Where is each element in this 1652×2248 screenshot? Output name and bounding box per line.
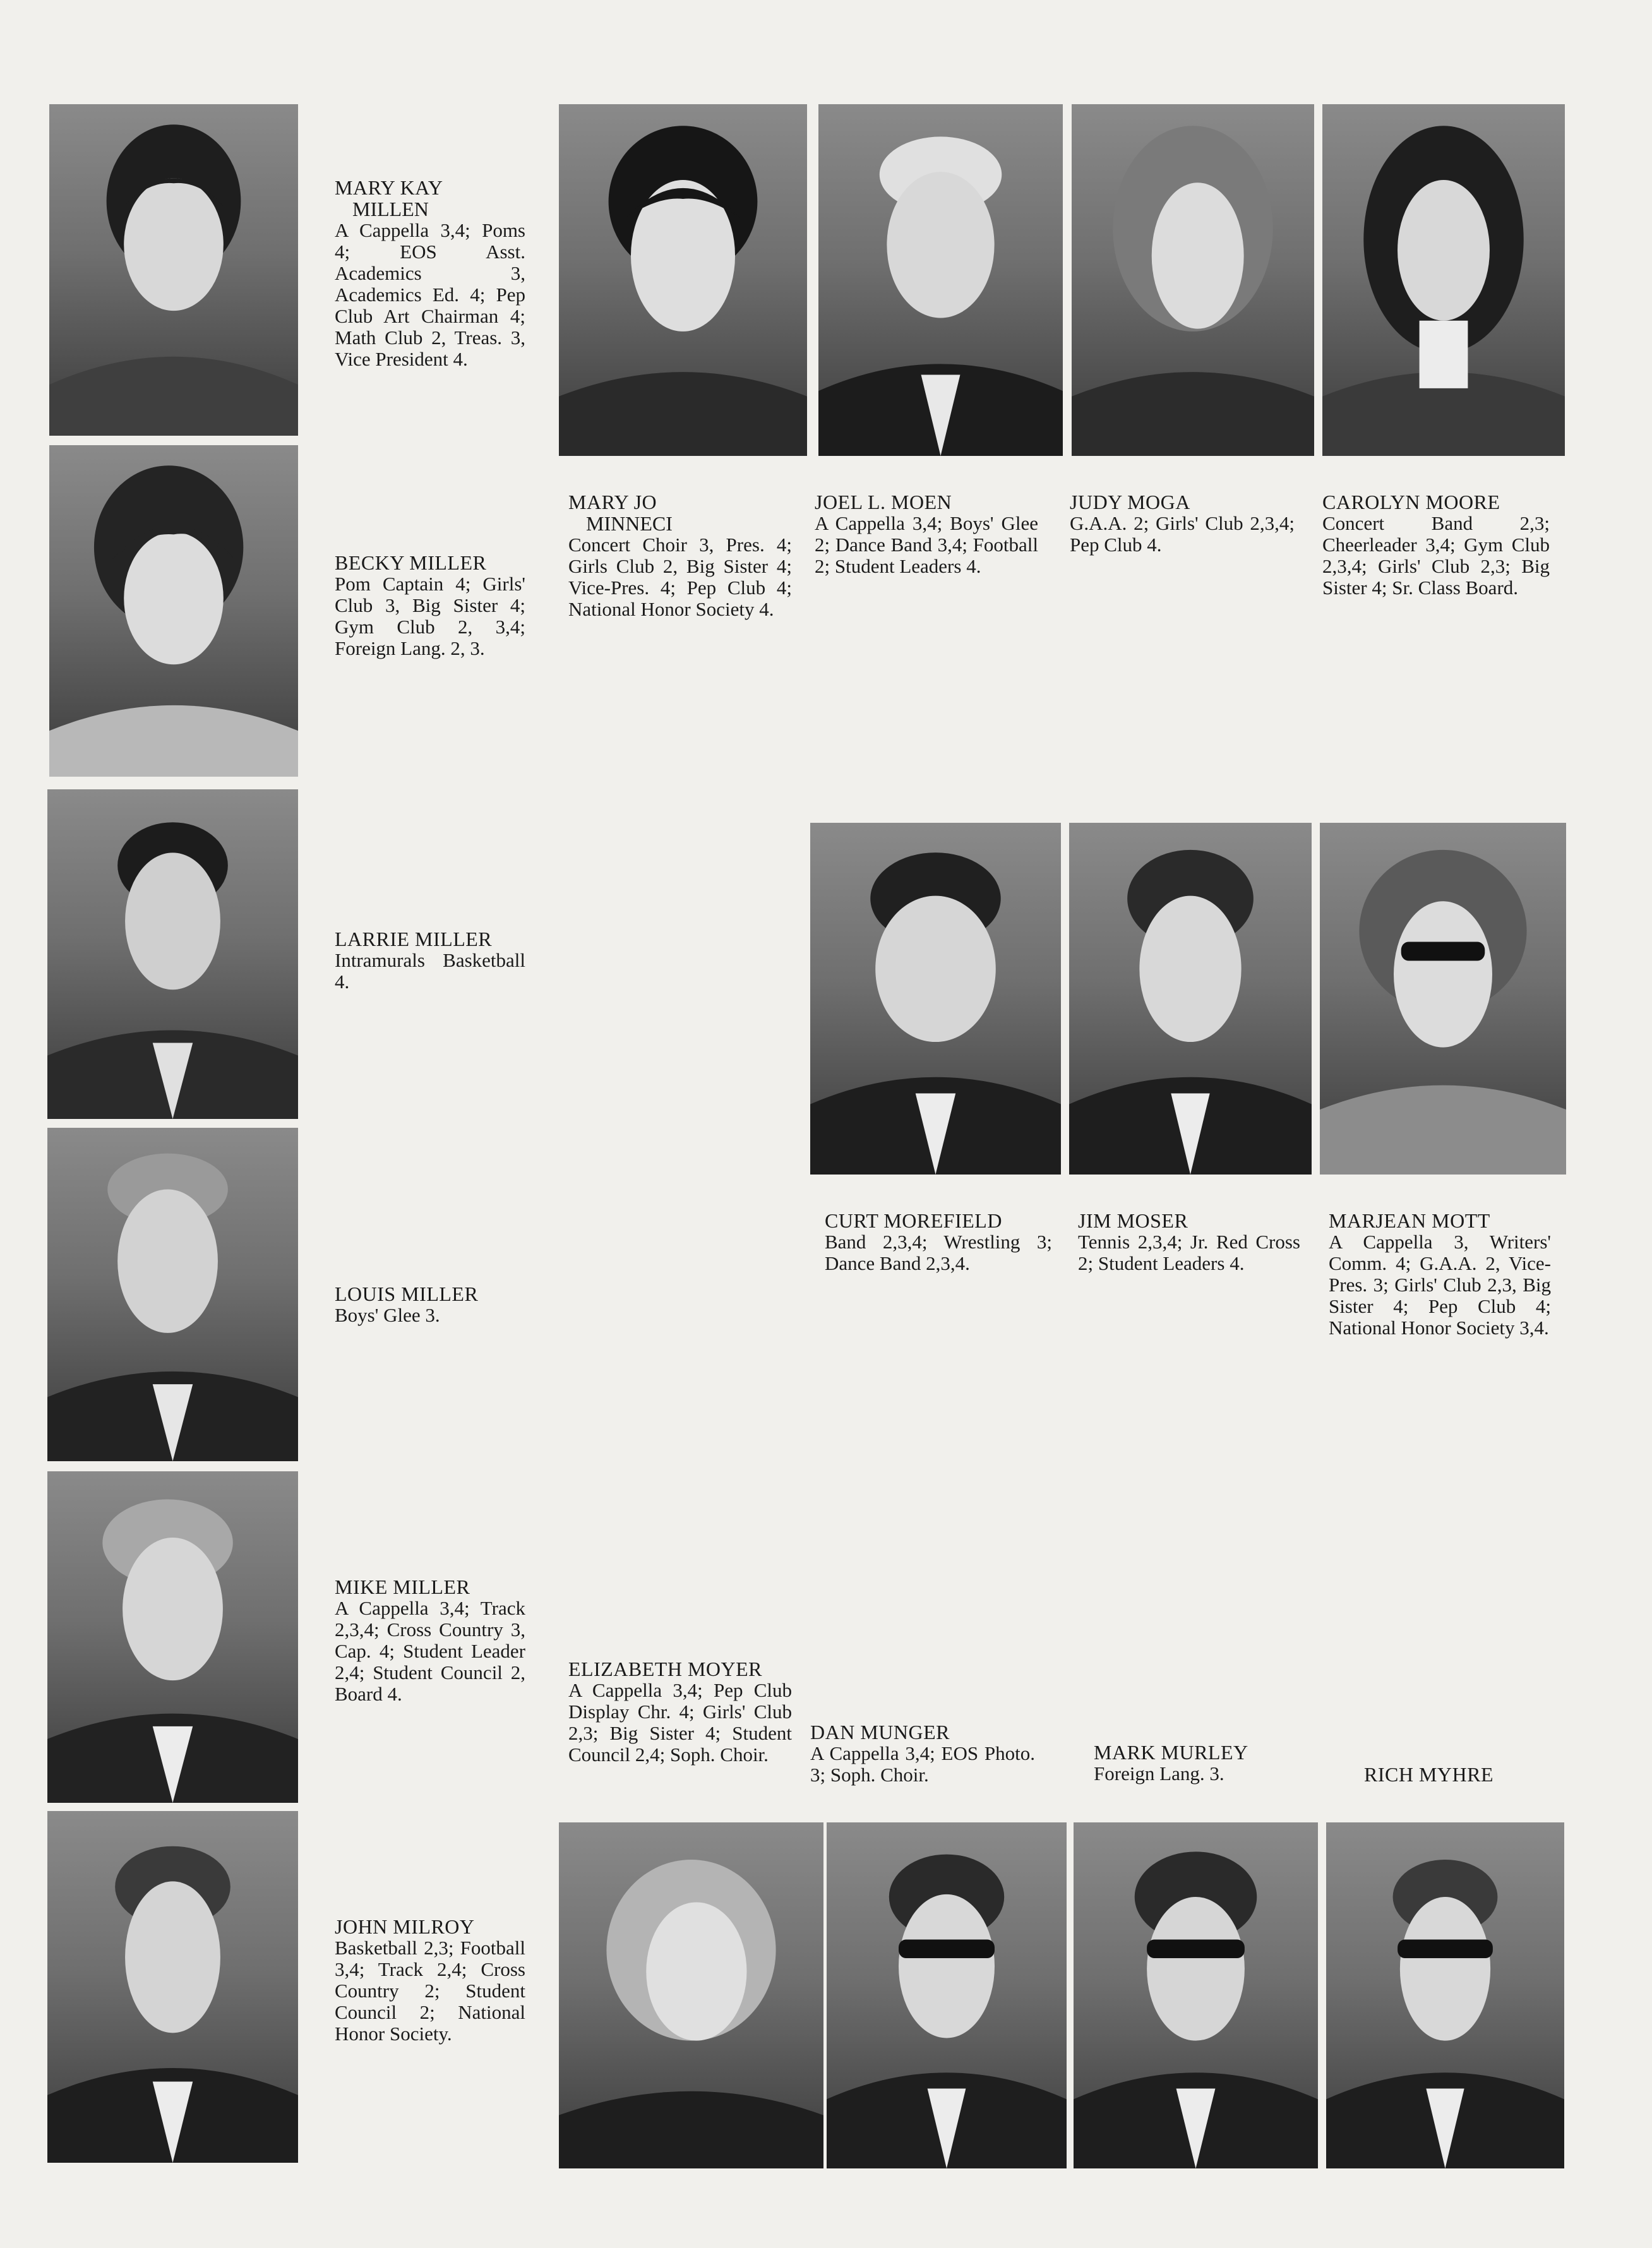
student-name: CAROLYN MOORE — [1322, 491, 1500, 513]
portrait-photo-mike-miller — [47, 1471, 298, 1803]
student-activities: Foreign Lang. 3. — [1094, 1762, 1224, 1785]
student-name: MARK MURLEY — [1094, 1741, 1248, 1764]
student-caption-joel-moen — [815, 491, 1038, 577]
student-activities: G.A.A. 2; Girls' Club 2,3,4; Pep Club 4. — [1070, 512, 1295, 556]
portrait-photo-rich-myhre — [1326, 1822, 1564, 2168]
student-name: CURT MOREFIELD — [825, 1209, 1002, 1232]
student-name-line2: MILLEN — [352, 198, 429, 220]
student-caption-marjean-mott — [1329, 1210, 1551, 1339]
student-activities: A Cappella 3,4; EOS Photo. 3; Soph. Choir. — [810, 1742, 1035, 1786]
student-caption-louis-miller — [335, 1283, 525, 1326]
student-name: JUDY MOGA — [1070, 491, 1190, 513]
student-name: LARRIE MILLER — [335, 928, 493, 950]
student-caption-jim-moser — [1078, 1210, 1300, 1274]
portrait-photo-dan-munger — [827, 1822, 1067, 2168]
student-name-rich-myhre: RICH MYHRE — [1364, 1763, 1494, 1786]
student-activities: A Cappella 3,4; Poms 4; EOS Asst. Academics 3, Academics Ed. 4; Pep Club Art Chairman 4; Math Club 2, Treas. 3, Vice President 4. — [335, 219, 525, 370]
student-caption-carolyn-moore — [1322, 491, 1550, 599]
student-caption-larrie-miller — [335, 928, 525, 993]
student-activities: Boys' Glee 3. — [335, 1304, 440, 1326]
portrait-photo-mary-kay-millen — [49, 104, 298, 436]
student-name: MARJEAN MOTT — [1329, 1209, 1490, 1232]
portrait-photo-carolyn-moore — [1322, 104, 1565, 456]
student-name-line2: MINNECI — [586, 512, 673, 535]
student-name: DAN MUNGER — [810, 1721, 950, 1743]
student-name: JIM MOSER — [1078, 1209, 1188, 1232]
student-caption-mark-murley — [1094, 1742, 1283, 1785]
student-activities: A Cappella 3,4; Boys' Glee 2; Dance Band 3,4; Football 2; Student Leaders 4. — [815, 512, 1038, 577]
student-caption-mary-jo-minneci — [568, 491, 792, 620]
student-caption-mary-kay-millen — [335, 177, 525, 370]
portrait-photo-joel-moen — [818, 104, 1063, 456]
student-name: BECKY MILLER — [335, 551, 487, 574]
portrait-photo-judy-moga — [1072, 104, 1314, 456]
student-activities: Concert Band 2,3; Cheerleader 3,4; Gym Club 2,3,4; Girls' Club 2,3; Big Sister 4; Sr. Class Board. — [1322, 512, 1550, 599]
student-name: JOEL L. MOEN — [815, 491, 952, 513]
portrait-photo-elizabeth-moyer — [559, 1822, 823, 2168]
portrait-photo-jim-moser — [1069, 823, 1312, 1175]
student-activities: Intramurals Basketball 4. — [335, 949, 525, 993]
portrait-photo-curt-morefield — [810, 823, 1061, 1175]
student-activities: Pom Captain 4; Girls' Club 3, Big Sister 4; Gym Club 2, 3,4; Foreign Lang. 2, 3. — [335, 573, 525, 659]
student-activities: A Cappella 3,4; Track 2,3,4; Cross Country 3, Cap. 4; Student Leader 2,4; Student Council 2, Board 4. — [335, 1597, 525, 1705]
portrait-photo-larrie-miller — [47, 789, 298, 1119]
student-caption-dan-munger — [810, 1721, 1035, 1786]
student-activities: A Cappella 3, Writers' Comm. 4; G.A.A. 2, Vice-Pres. 3; Girls' Club 2,3, Big Sister 4; Pep Club 4; National Honor Society 3,4. — [1329, 1231, 1551, 1339]
student-activities: Basketball 2,3; Football 3,4; Track 2,4; Cross Country 2; Student Council 2; National Honor Society. — [335, 1937, 525, 2045]
portrait-photo-becky-miller — [49, 445, 298, 777]
student-caption-curt-morefield — [825, 1210, 1052, 1274]
student-name: JOHN MILROY — [335, 1915, 475, 1938]
student-caption-judy-moga — [1070, 491, 1295, 556]
student-caption-john-milroy — [335, 1916, 525, 2045]
student-name: ELIZABETH MOYER — [568, 1658, 763, 1680]
portrait-photo-mary-jo-minneci — [559, 104, 807, 456]
student-caption-mike-miller — [335, 1576, 525, 1705]
student-name: MIKE MILLER — [335, 1575, 470, 1598]
student-activities: A Cappella 3,4; Pep Club Display Chr. 4; Girls' Club 2,3; Big Sister 4; Student Council 2,4; Soph. Choir. — [568, 1679, 792, 1766]
student-activities: Tennis 2,3,4; Jr. Red Cross 2; Student Leaders 4. — [1078, 1231, 1300, 1274]
portrait-photo-louis-miller — [47, 1128, 298, 1461]
portrait-photo-marjean-mott — [1320, 823, 1566, 1175]
student-activities: Band 2,3,4; Wrestling 3; Dance Band 2,3,4. — [825, 1231, 1052, 1274]
student-caption-becky-miller — [335, 552, 525, 659]
student-activities: Concert Choir 3, Pres. 4; Girls Club 2, Big Sister 4; Vice-Pres. 4; Pep Club 4; National Honor Society 4. — [568, 534, 792, 620]
student-name: LOUIS MILLER — [335, 1282, 479, 1305]
portrait-photo-john-milroy — [47, 1811, 298, 2163]
portrait-photo-mark-murley — [1074, 1822, 1318, 2168]
student-name: MARY KAY — [335, 176, 443, 199]
student-caption-elizabeth-moyer — [568, 1658, 792, 1766]
student-name: MARY JO — [568, 491, 657, 513]
